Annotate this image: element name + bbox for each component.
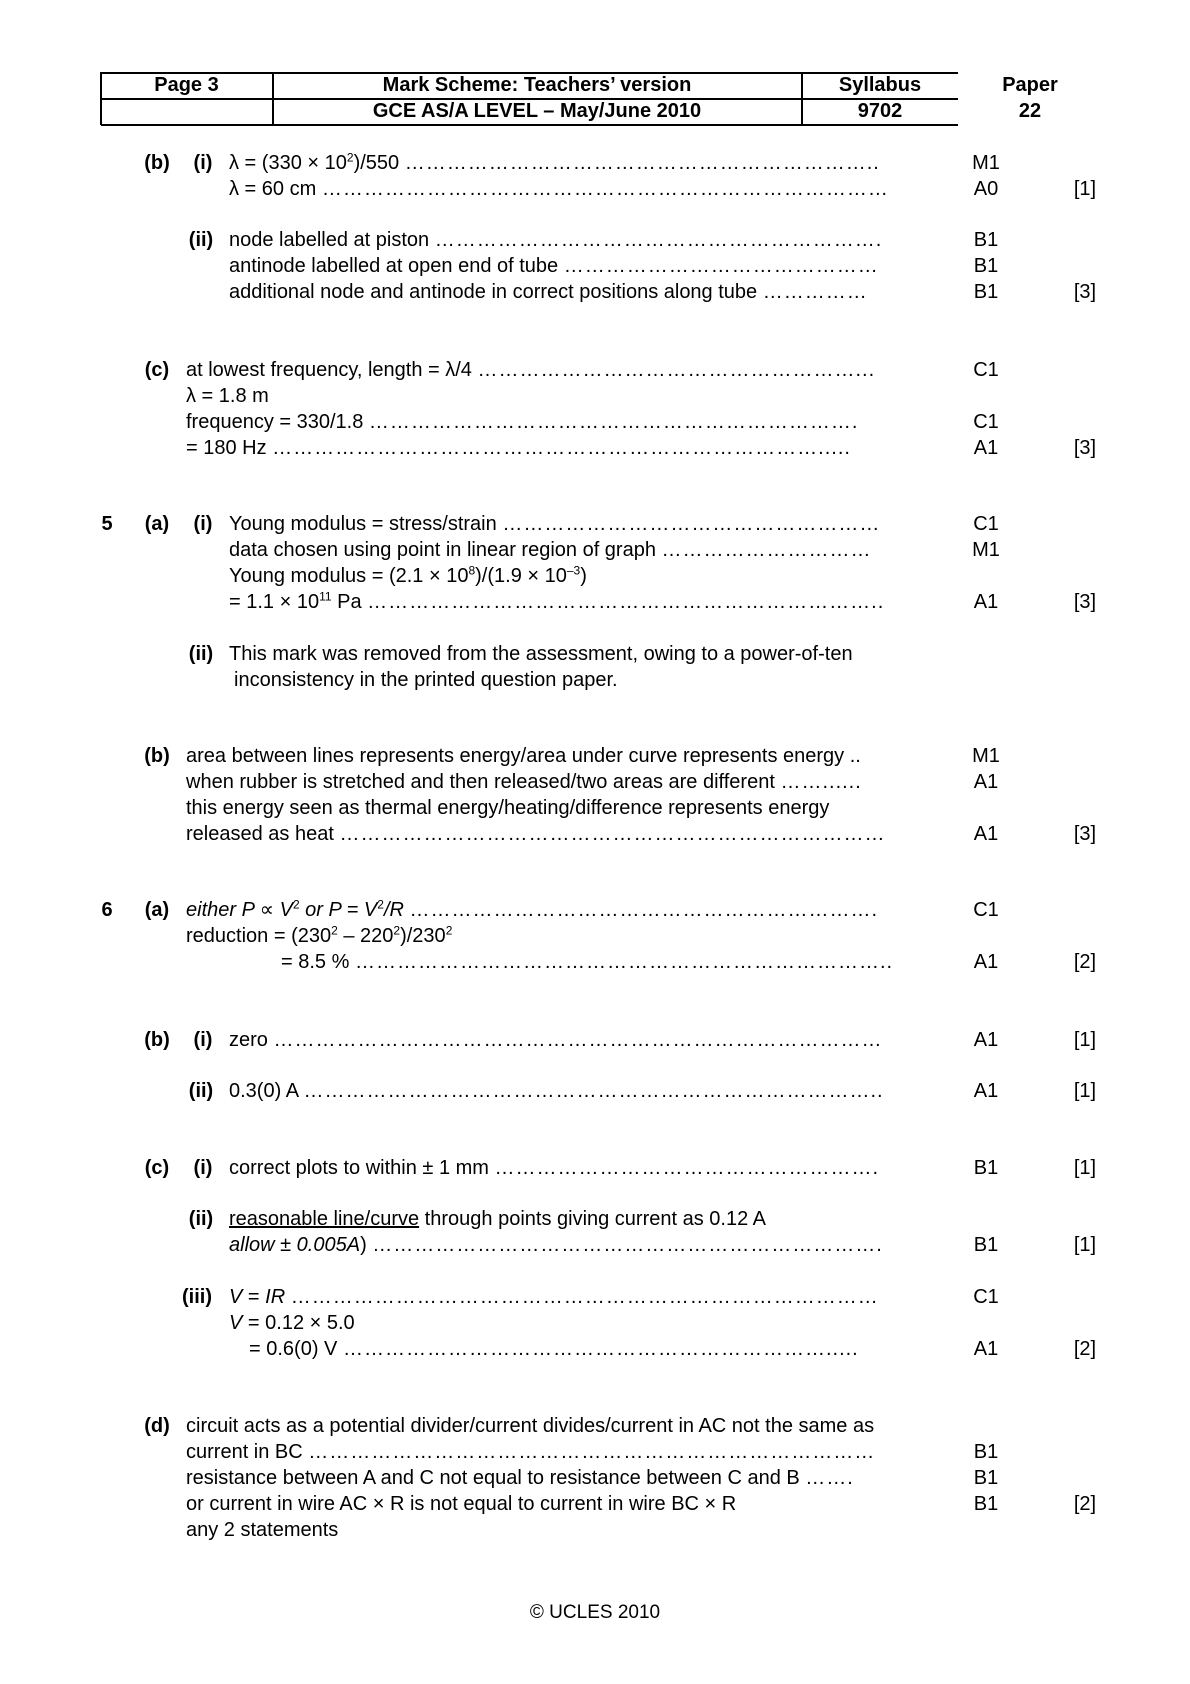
total-marks: [3] [1073,281,1097,303]
part-label: (a) [144,899,170,921]
total-marks: [2] [1073,1493,1097,1515]
total-marks: [3] [1073,591,1097,613]
header-bottom-line [101,124,958,126]
mark-code: C1 [973,411,999,433]
mark-code: A1 [973,591,999,613]
subpart-label: (ii) [188,1208,214,1230]
header-subtitle: GCE AS/A LEVEL – May/June 2010 [372,100,702,122]
mark-code: C1 [973,899,999,921]
footer-copyright: © UCLES 2010 [529,1602,661,1623]
mark-code: B1 [973,1467,999,1489]
mark-code: A1 [973,1338,999,1360]
mark-code: B1 [973,1157,999,1179]
answer-line: either $P \propto V^2$ or $P = V^2/R$ …………………………………………………………. [186,897,879,921]
part-label: (c) [144,359,170,381]
mark-code: M1 [972,745,1000,767]
total-marks: [1] [1073,178,1097,200]
answer-line: zero …………………………………………………………………………… [229,1029,883,1051]
answer-line: any 2 statements [186,1519,339,1541]
mark-code: A1 [973,951,999,973]
question-number: 6 [101,899,113,921]
part-label: (b) [144,1029,170,1051]
mark-code: B1 [973,281,999,303]
mark-code: C1 [973,513,999,535]
answer-line: at lowest frequency, length = λ/4 ………………………………………………... [186,359,876,381]
subpart-label: (i) [193,513,213,535]
part-label: (b) [144,745,170,767]
mark-code: A1 [973,771,999,793]
subpart-label: (iii) [182,1286,212,1308]
answer-line: allow ± 0.005A) ………………………………………………………………. [229,1234,883,1256]
mark-code: M1 [972,152,1000,174]
mark-code: B1 [973,1493,999,1515]
mark-code: C1 [973,359,999,381]
subpart-label: (i) [193,1157,213,1179]
header-syllabus-code: 9702 [857,100,903,122]
subpart-label: (ii) [188,229,214,251]
mark-code: A1 [973,1080,999,1102]
answer-line: λ = 1.8 m [186,385,269,407]
answer-line: V = IR ………………………………………………………………………… [229,1286,879,1308]
answer-line: λ = 60 cm ……………………………………………………………………… [229,178,889,200]
header-page: Page 3 [154,74,219,96]
answer-line: resistance between A and C not equal to resistance between C and B ……. [186,1467,854,1489]
answer-line: antinode labelled at open end of tube ……………………………………… [229,255,879,277]
answer-line: Young modulus = $(2.1 \times 10^8)/(1.9 \times 10^{-3})$ [229,563,587,587]
answer-line: correct plots to within ± 1 mm ………………………………………………. [229,1157,880,1179]
total-marks: [3] [1073,437,1097,459]
part-label: (b) [144,152,170,174]
part-label: (d) [144,1415,170,1437]
answer-line: circuit acts as a potential divider/current divides/current in AC not the same as [186,1415,875,1437]
header-title: Mark Scheme: Teachers’ version [382,74,692,96]
answer-line: node labelled at piston ………………………………………………………. [229,229,883,251]
mark-code: A1 [973,823,999,845]
total-marks: [1] [1073,1080,1097,1102]
total-marks: [1] [1073,1234,1097,1256]
total-marks: [2] [1073,951,1097,973]
part-label: (c) [144,1157,170,1179]
answer-line: frequency = 330/1.8 ……………………………………………………………. [186,411,859,433]
header-paper-number: 22 [1018,100,1042,122]
mark-code: A1 [973,1029,999,1051]
header-syllabus-label: Syllabus [838,74,922,96]
question-number: 5 [101,513,113,535]
answer-line: inconsistency in the printed question paper. [234,669,618,691]
mark-code: C1 [973,1286,999,1308]
total-marks: [1] [1073,1029,1097,1051]
mark-code: B1 [973,255,999,277]
total-marks: [3] [1073,823,1097,845]
total-marks: [2] [1073,1338,1097,1360]
answer-line: released as heat …………………………………………………………………… [186,823,886,845]
answer-line: Young modulus = stress/strain ……………………………………………… [229,513,881,535]
answer-line: this energy seen as thermal energy/heating/difference represents energy [186,797,830,819]
answer-line: = 180 Hz ……………………………………………………………………..... [186,437,851,459]
answer-line: when rubber is stretched and then released/two areas are different ……...... [186,771,862,793]
mark-code: B1 [973,1441,999,1463]
answer-line: $\lambda = (330 \times 10^2)/550$ ………………………………………………………….. [229,150,880,174]
subpart-label: (i) [193,152,213,174]
answer-line: 0.3(0) A ……………………………………………………………………….. [229,1080,884,1102]
answer-line: V = 0.12 × 5.0 [229,1312,355,1334]
mark-code: A1 [973,437,999,459]
part-label: (a) [144,513,170,535]
mark-code: M1 [972,539,1000,561]
answer-line: area between lines represents energy/area under curve represents energy .. [186,745,861,767]
answer-line: reduction = $(230^2 - 220^2)/230^2$ [186,923,453,947]
mark-code: A0 [973,178,999,200]
answer-line: reasonable line/curve through points giving current as 0.12 A [229,1208,767,1230]
subpart-label: (i) [193,1029,213,1051]
subpart-label: (ii) [188,1080,214,1102]
answer-line: = $1.1 \times 10^{11}$ Pa ……………………………………………………………….. [229,589,885,613]
answer-line: This mark was removed from the assessment, owing to a power-of-ten [229,643,853,665]
total-marks: [1] [1073,1157,1097,1179]
header-paper-label: Paper [1002,74,1058,96]
answer-line: data chosen using point in linear region of graph ………………………… [229,539,872,561]
answer-line: = 8.5 % ………………………………………………………………….. [281,951,894,973]
mark-code: B1 [973,229,999,251]
answer-line: current in BC ……………………………………………………………………… [186,1441,876,1463]
answer-line: = 0.6(0) V ……………………………………………………………..... [249,1338,859,1360]
answer-line: or current in wire AC × R is not equal to current in wire BC × R [186,1493,737,1515]
answer-line: additional node and antinode in correct positions along tube …………… [229,281,868,303]
mark-code: B1 [973,1234,999,1256]
subpart-label: (ii) [188,643,214,665]
